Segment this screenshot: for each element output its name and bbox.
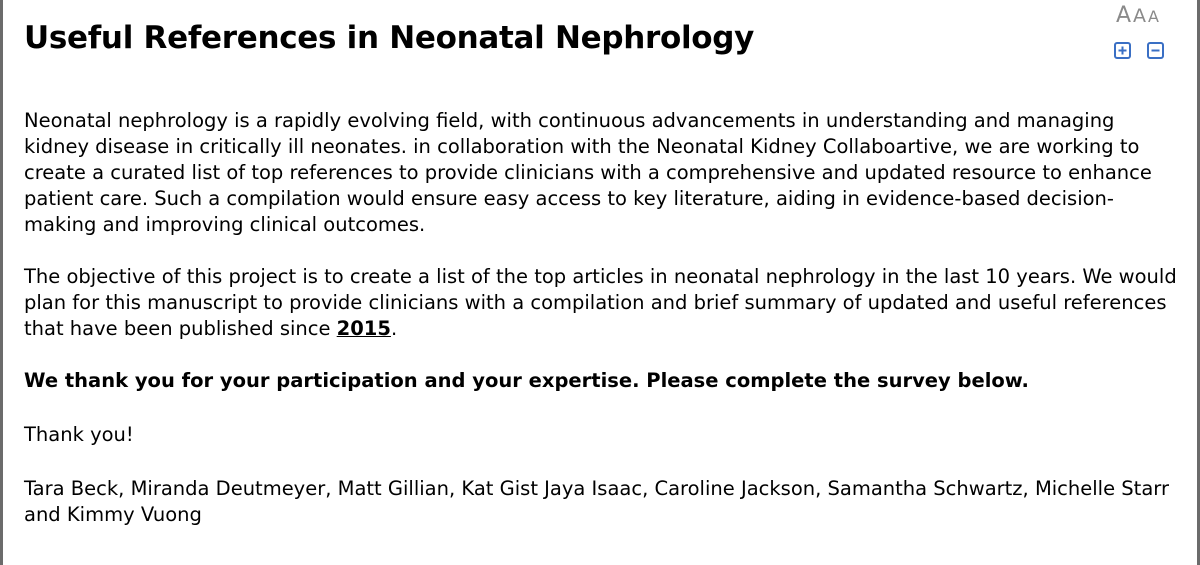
objective-period: . (390, 317, 398, 340)
objective-year: 2015 (336, 317, 391, 340)
text-size-small-button[interactable]: A (1148, 7, 1159, 26)
zoom-out-button[interactable] (1147, 42, 1164, 59)
thanks-statement: We thank you for your participation and your expertise. Please complete the survey below. (24, 369, 1029, 392)
text-size-large-button[interactable]: A (1115, 3, 1132, 28)
intro-paragraph: Neonatal nephrology is a rapidly evolving field, with continuous advancements in understanding and managing kidney disease in critically ill neonates. in collaboration with the Neonatal Kidney Collaboartive, we are working to create a curated list of top references to provide clinicians with a comprehensive and updated resource to enhance patient care. Such a compilation would ensure easy access to key literature, aiding in evidence-based decision-making and improving clinical outcomes. (24, 109, 1152, 236)
text-size-controls (1114, 4, 1159, 29)
zoom-in-button[interactable] (1114, 42, 1131, 59)
zoom-controls (1114, 42, 1164, 59)
authors-line: Tara Beck, Miranda Deutmeyer, Matt Gillian, Kat Gist Jaya Isaac, Caroline Jackson, Samantha Schwartz, Michelle Starr and Kimmy Vuong (24, 477, 1169, 526)
plus-square-icon (1117, 45, 1128, 56)
thank-you-line: Thank you! (24, 423, 134, 446)
objective-paragraph (24, 264, 1184, 342)
page-title: Useful References in Neonatal Nephrology (24, 20, 755, 56)
description-text (24, 108, 1184, 528)
objective-text: The objective of this project is to create a list of the top articles in neonatal nephrology in the last 10 years. We would plan for this manuscript to provide clinicians with a compilation and brief summary of updated and useful references that have been published since (24, 265, 1177, 340)
text-size-medium-button[interactable]: A (1133, 5, 1147, 27)
minus-square-icon (1150, 45, 1161, 56)
